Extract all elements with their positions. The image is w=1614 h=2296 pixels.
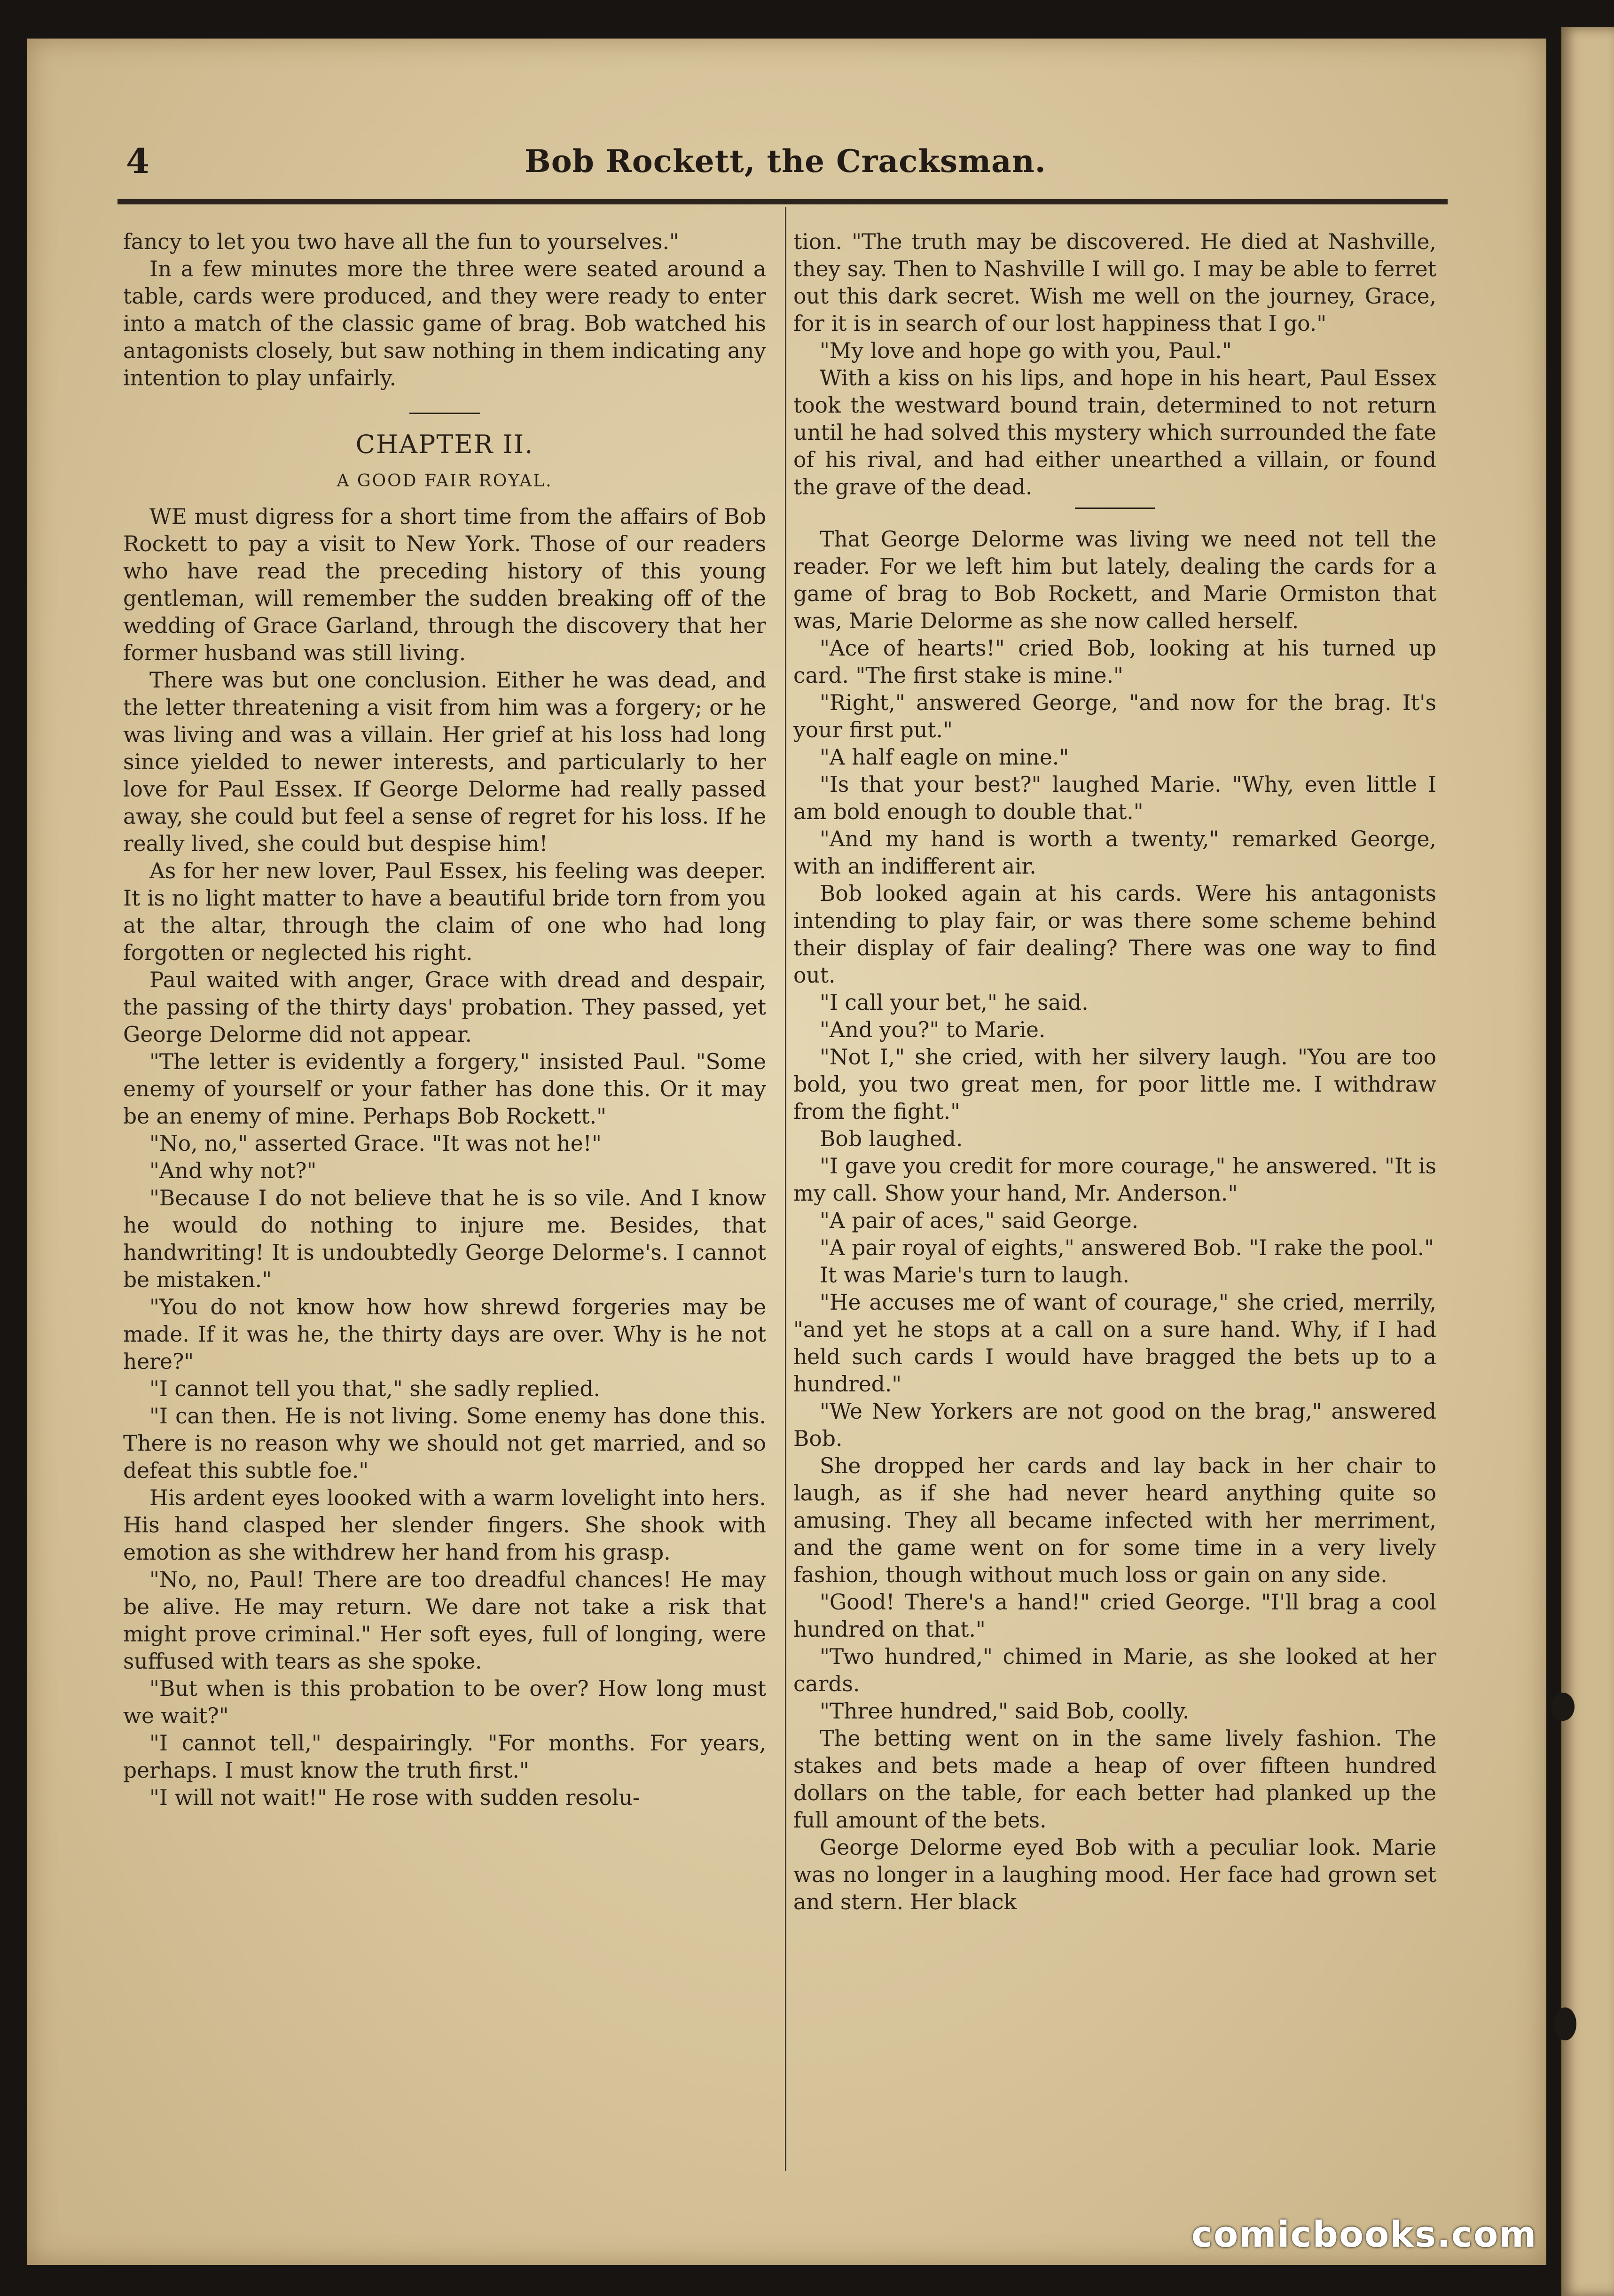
paragraph: "Three hundred," said Bob, coolly. xyxy=(820,1699,1190,1724)
paragraph: tion. "The truth may be discovered. He died at Nashville, they say. Then to Nashville I will go. I may be able to ferret out this dark secret. Wish me well on the journey, Grace, for it is in search of our lost happiness that I go." xyxy=(793,229,1436,336)
paragraph: "We New Yorkers are not good on the brag," answered Bob. xyxy=(793,1399,1436,1451)
paragraph: "I cannot tell," despairingly. "For months. For years, perhaps. I must know the truth first." xyxy=(123,1731,766,1783)
paragraph: "Because I do not believe that he is so vile. And I know he would do nothing to injure me. Besides, that handwriting! It is undoubtedly George Delorme's. I cannot be mistaken." xyxy=(123,1186,766,1292)
paragraph: "Two hundred," chimed in Marie, as she looked at her cards. xyxy=(793,1644,1436,1696)
chapter-subtitle: A GOOD FAIR ROYAL. xyxy=(337,471,553,491)
paragraph: It was Marie's turn to laugh. xyxy=(820,1263,1129,1288)
left-column xyxy=(123,228,766,1812)
paragraph: Bob laughed. xyxy=(820,1126,963,1151)
paragraph: As for her new lover, Paul Essex, his feeling was deeper. It is no light matter to have a beautiful bride torn from you at the altar, through the claim of one who had long forgotten or neglected his right. xyxy=(123,859,766,965)
right-paragraphs-before-rule xyxy=(793,228,1436,501)
paragraph: "A pair royal of eights," answered Bob. "I rake the pool." xyxy=(820,1235,1434,1260)
column-divider xyxy=(785,207,786,2171)
paragraph: "Ace of hearts!" cried Bob, looking at his turned up card. "The first stake is mine." xyxy=(793,636,1436,688)
paragraph: "Not I," she cried, with her silvery laugh. "You are too bold, you two great men, for poor little me. I withdraw from the fight." xyxy=(793,1045,1436,1124)
paragraph: "The letter is evidently a forgery," insisted Paul. "Some enemy of yourself or your father has done this. Or it may be an enemy of mine. Perhaps Bob Rockett." xyxy=(123,1049,766,1129)
page-edge-stain xyxy=(1551,1693,1575,1721)
page-header xyxy=(118,141,1448,197)
right-paragraphs-after-rule xyxy=(793,526,1436,1916)
paragraph: "No, no, Paul! There are too dreadful chances! He may be alive. He may return. We dare not take a risk that might prove criminal." Her soft eyes, full of longing, were suffused with tears as she spoke. xyxy=(123,1567,766,1674)
section-rule xyxy=(1075,508,1155,509)
paragraph: Paul waited with anger, Grace with dread and despair, the passing of the thirty days' probation. They passed, yet George Delorme did not appear. xyxy=(123,968,766,1047)
left-paragraphs-before-chapter xyxy=(123,228,766,392)
paragraph: George Delorme eyed Bob with a peculiar look. Marie was no longer in a laughing mood. Her face had grown set and stern. Her black xyxy=(793,1835,1436,1914)
paragraph: "I cannot tell you that," she sadly replied. xyxy=(149,1376,601,1401)
paragraph: "I call your bet," he said. xyxy=(820,990,1089,1015)
paragraph: There was but one conclusion. Either he was dead, and the letter threatening a visit from him was a forgery; or he was living and was a villain. Her grief at his loss had long since yielded to newer interests, and particularly to her love for Paul Essex. If George Delorme had really passed away, she could but feel a sense of regret for his loss. If he really lived, she could but despise him! xyxy=(123,668,766,856)
paragraph: In a few minutes more the three were seated around a table, cards were produced, and they were ready to enter into a match of the classic game of brag. Bob watched his antagonists closely, but saw nothing in them indicating any intention to play unfairly. xyxy=(123,257,766,390)
paragraph: That George Delorme was living we need not tell the reader. For we left him but lately, dealing the cards for a game of brag to Bob Rockett, and Marie Ormiston that was, Marie Delorme as she now called herself. xyxy=(793,527,1436,633)
paragraph: "Is that your best?" laughed Marie. "Why, even little I am bold enough to double that." xyxy=(793,772,1436,824)
paragraph: "You do not know how how shrewd forgeries may be made. If it was he, the thirty days are over. Why is he not here?" xyxy=(123,1295,766,1374)
paragraph: "A half eagle on mine." xyxy=(820,745,1069,770)
running-title: Bob Rockett, the Cracksman. xyxy=(525,143,1046,180)
paragraph: "And why not?" xyxy=(149,1158,317,1183)
paragraph: "Good! There's a hand!" cried George. "I'll brag a cool hundred on that." xyxy=(793,1590,1436,1642)
paragraph: "Right," answered George, "and now for the brag. It's your first put." xyxy=(793,690,1436,742)
chapter-title: CHAPTER II. xyxy=(355,430,534,459)
paragraph: fancy to let you two have all the fun to yourselves." xyxy=(123,229,679,254)
paragraph: "And my hand is worth a twenty," remarked George, with an indifferent air. xyxy=(793,827,1436,879)
paragraph: WE must digress for a short time from the affairs of Bob Rockett to pay a visit to New York. Those of our readers who have read the preceding history of this young gentleman, will remember the sudden breaking off of the wedding of Grace Garland, through the discovery that her former husband was still living. xyxy=(123,504,766,665)
paragraph: The betting went on in the same lively fashion. The stakes and bets made a heap of over fifteen hundred dollars on the table, for each better had planked up the full amount of the bets. xyxy=(793,1726,1436,1833)
paragraph: Bob looked again at his cards. Were his antagonists intending to play fair, or was there some scheme behind their display of fair dealing? There was one way to find out. xyxy=(793,881,1436,988)
site-watermark: comicbooks.com xyxy=(1191,2213,1537,2255)
paragraph: "And you?" to Marie. xyxy=(820,1017,1046,1042)
paragraph: With a kiss on his lips, and hope in his heart, Paul Essex took the westward bound train, determined to not return until he had solved this mystery which surrounded the fate of his rival, and had either unearthed a villain, or found the grave of the dead. xyxy=(793,366,1436,500)
section-rule xyxy=(409,413,480,414)
adjacent-page-edge xyxy=(1561,27,1614,2296)
paragraph: "No, no," asserted Grace. "It was not he!" xyxy=(149,1131,602,1156)
right-column xyxy=(793,228,1436,1916)
paragraph: She dropped her cards and lay back in her chair to laugh, as if she had never heard anything quite so amusing. They all became infected with her merriment, and the game went on for some time in a very lively fashion, though without much loss or gain on any side. xyxy=(793,1453,1436,1587)
page-edge-stain xyxy=(1554,2007,1576,2040)
left-paragraphs-after-chapter xyxy=(123,503,766,1812)
paragraph: "I gave you credit for more courage," he answered. "It is my call. Show your hand, Mr. Anderson." xyxy=(793,1154,1436,1206)
paragraph: "But when is this probation to be over? How long must we wait?" xyxy=(123,1676,766,1728)
header-rule xyxy=(118,199,1448,204)
paragraph: "I can then. He is not living. Some enemy has done this. There is no reason why we should not get married, and so defeat this subtle foe." xyxy=(123,1404,766,1483)
paragraph: "A pair of aces," said George. xyxy=(820,1208,1139,1233)
paragraph: "He accuses me of want of courage," she cried, merrily, "and yet he stops at a call on a sure hand. Why, if I had held such cards I would have bragged the bets up to a hundred." xyxy=(793,1290,1436,1397)
paragraph: His ardent eyes loooked with a warm lovelight into hers. His hand clasped her slender fingers. She shook with emotion as she withdrew her hand from his grasp. xyxy=(123,1485,766,1565)
paragraph: "My love and hope go with you, Paul." xyxy=(820,338,1232,363)
page-number: 4 xyxy=(126,141,150,181)
paragraph: "I will not wait!" He rose with sudden resolu- xyxy=(149,1785,640,1810)
